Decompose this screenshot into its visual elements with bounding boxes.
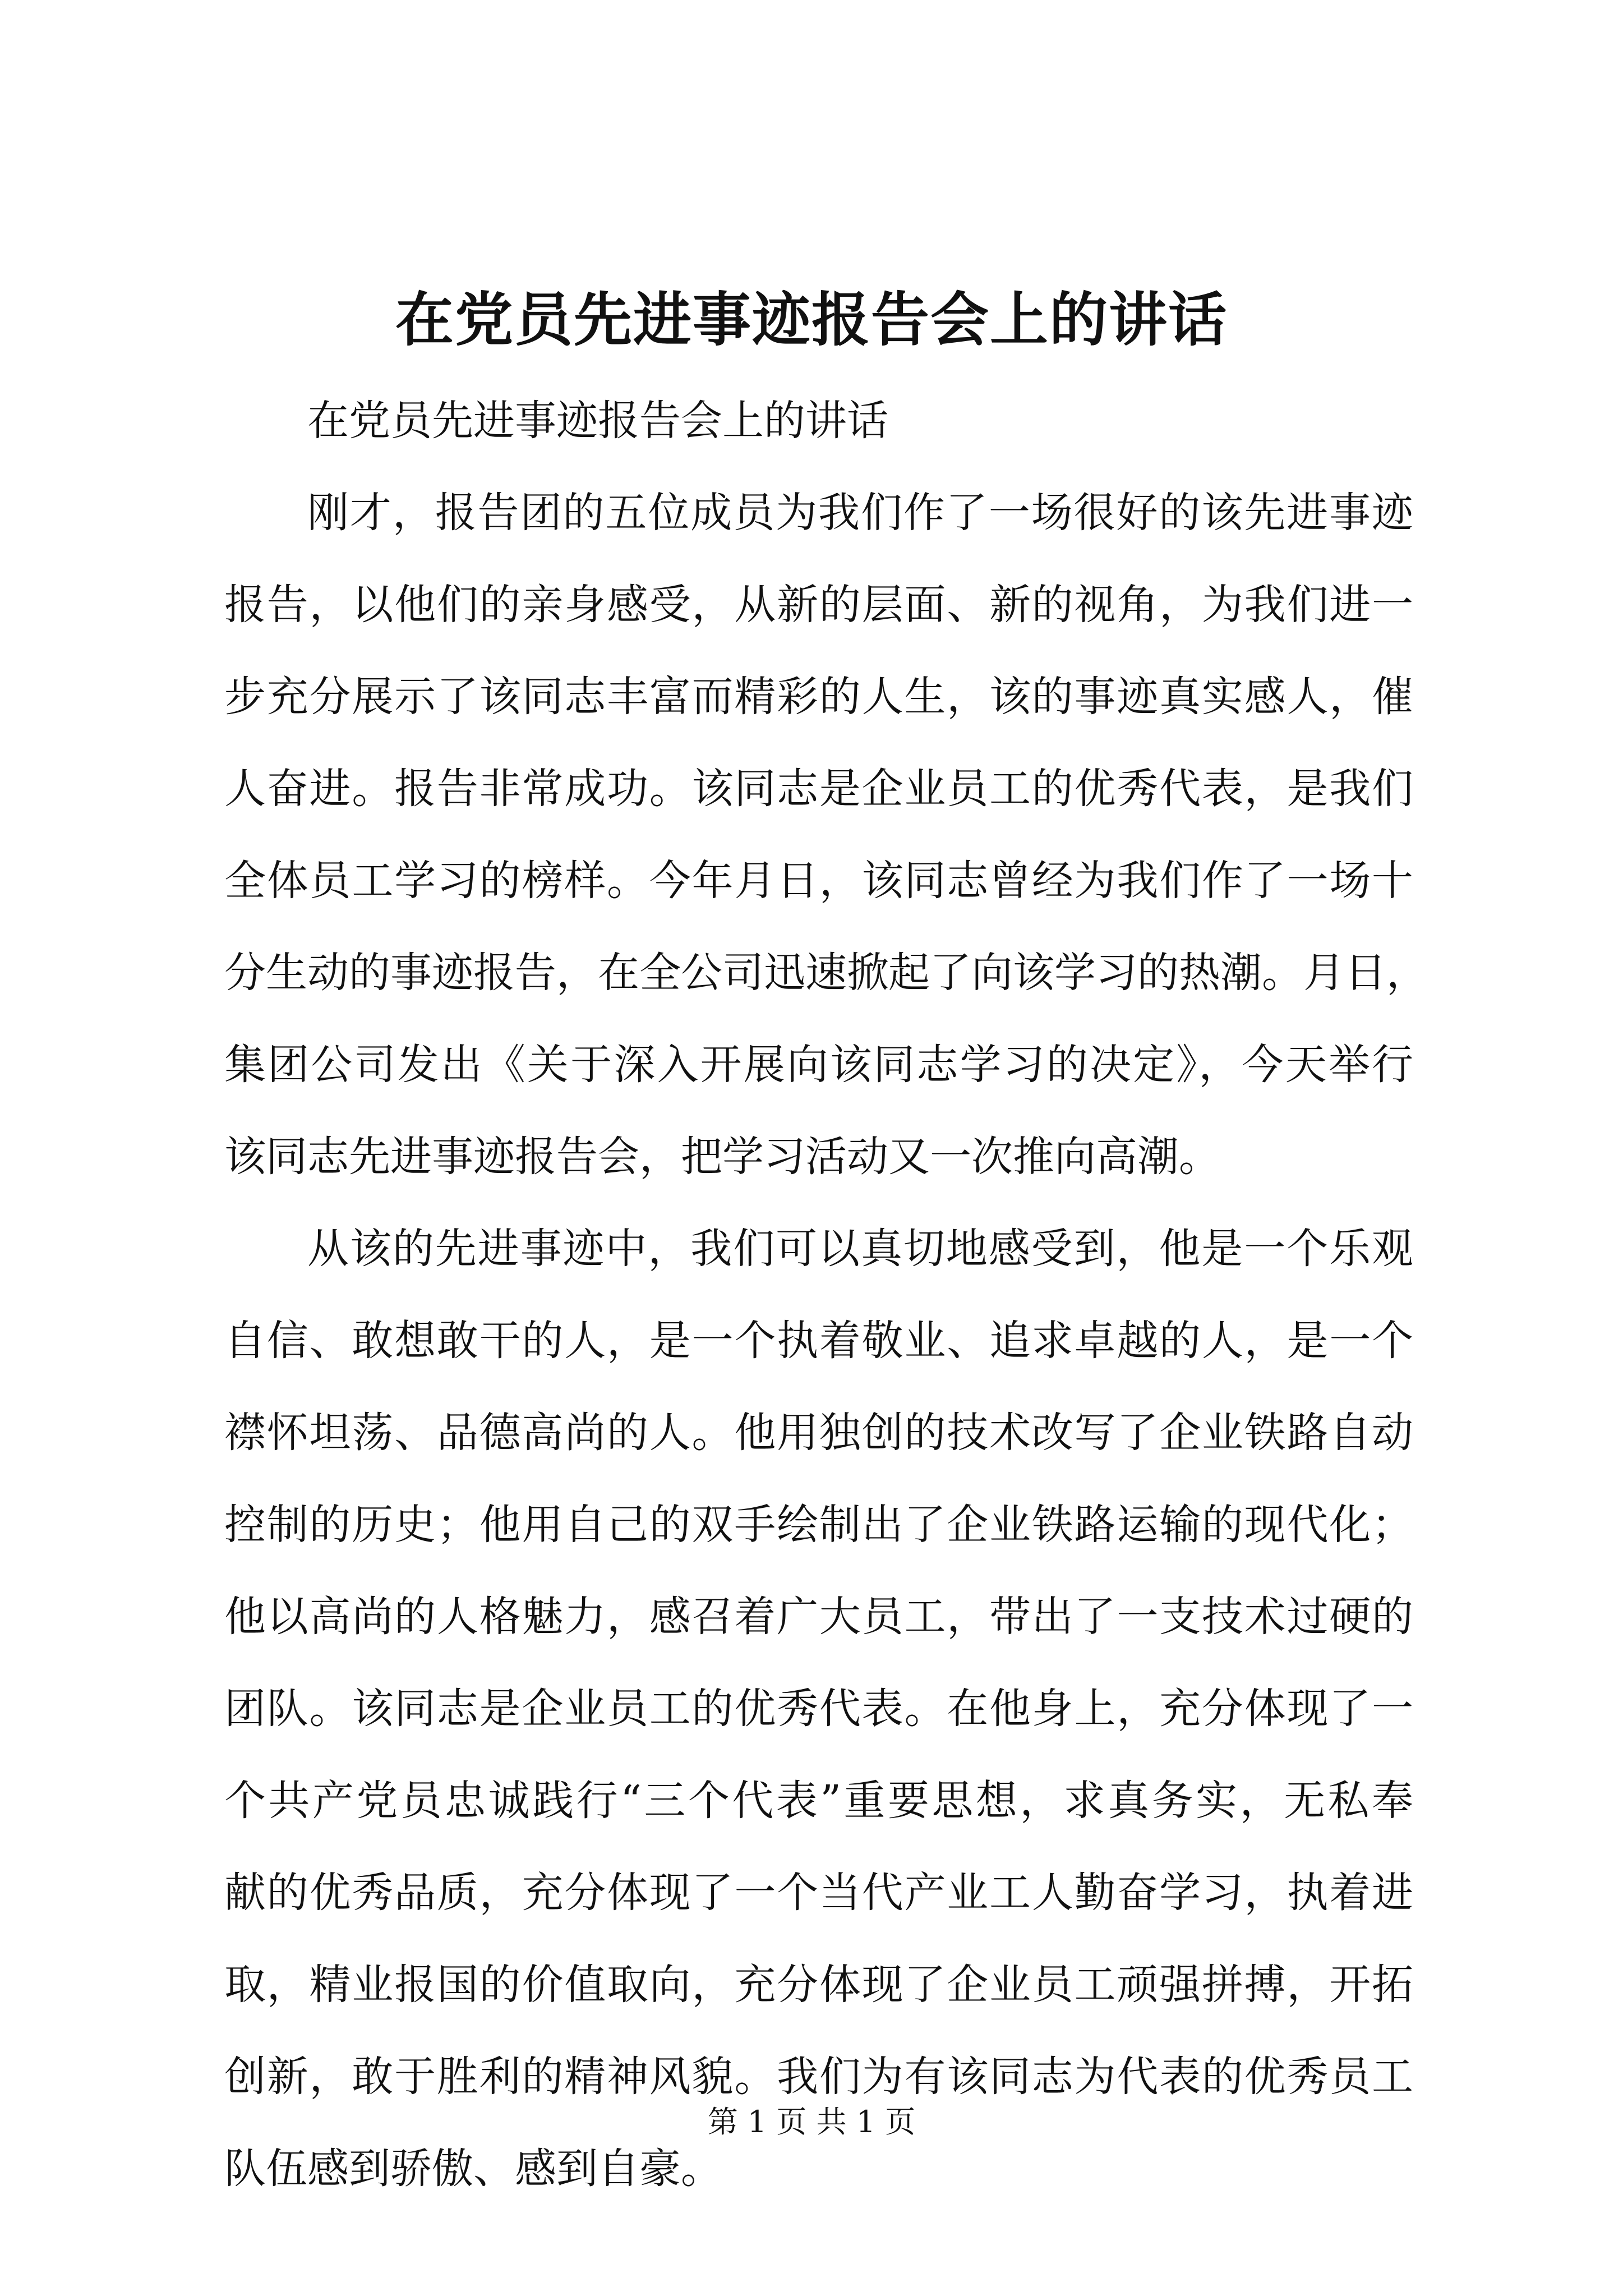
text-line: 该同志先进事迹报告会，把学习活动又一次推向高潮。 bbox=[224, 1133, 1220, 1181]
text-line: 集团公司发出《关于深入开展向该同志学习的决定》，今天举行 bbox=[224, 1041, 1413, 1089]
page-footer: 第 1 页 共 1 页 bbox=[707, 2104, 916, 2139]
text-line: 刚才，报告团的五位成员为我们作了一场很好的该先进事迹 bbox=[307, 489, 1413, 537]
text-line: 取，精业报国的价值取向，充分体现了企业员工顽强拼搏，开拓 bbox=[224, 1961, 1413, 2009]
document-title: 在党员先进事迹报告会上的讲话 bbox=[395, 285, 1228, 354]
text-line: 个共产党员忠诚践行“三个代表”重要思想，求真务实，无私奉 bbox=[224, 1777, 1413, 1825]
text-line: 从该的先进事迹中，我们可以真切地感受到，他是一个乐观 bbox=[307, 1225, 1413, 1273]
text-line: 自信、敢想敢干的人，是一个执着敬业、追求卓越的人，是一个 bbox=[224, 1317, 1413, 1365]
text-line: 报告，以他们的亲身感受，从新的层面、新的视角，为我们进一 bbox=[224, 581, 1413, 629]
document-body bbox=[224, 375, 1428, 2215]
paragraph-deeds bbox=[224, 1203, 1413, 2215]
text-line: 人奋进。报告非常成功。该同志是企业员工的优秀代表，是我们 bbox=[224, 765, 1413, 813]
paragraph-subtitle bbox=[224, 375, 1413, 467]
text-line: 他以高尚的人格魅力，感召着广大员工，带出了一支技术过硬的 bbox=[224, 1593, 1413, 1641]
text-line: 创新，敢于胜利的精神风貌。我们为有该同志为代表的优秀员工 bbox=[224, 2053, 1413, 2101]
text-line: 控制的历史；他用自己的双手绘制出了企业铁路运输的现代化； bbox=[224, 1501, 1413, 1549]
text-line: 全体员工学习的榜样。今年月日，该同志曾经为我们作了一场十 bbox=[224, 857, 1413, 905]
text-line: 团队。该同志是企业员工的优秀代表。在他身上，充分体现了一 bbox=[224, 1685, 1413, 1733]
text-line: 分生动的事迹报告，在全公司迅速掀起了向该学习的热潮。月日， bbox=[224, 949, 1428, 997]
paragraph-opening bbox=[224, 467, 1428, 1203]
text-line: 襟怀坦荡、品德高尚的人。他用独创的技术改写了企业铁路自动 bbox=[224, 1409, 1413, 1457]
text-line: 队伍感到骄傲、感到自豪。 bbox=[224, 2145, 722, 2193]
text-line: 步充分展示了该同志丰富而精彩的人生，该的事迹真实感人，催 bbox=[224, 673, 1413, 721]
text-line: 献的优秀品质，充分体现了一个当代产业工人勤奋学习，执着进 bbox=[224, 1869, 1413, 1917]
text-line: 在党员先进事迹报告会上的讲话 bbox=[307, 397, 888, 445]
